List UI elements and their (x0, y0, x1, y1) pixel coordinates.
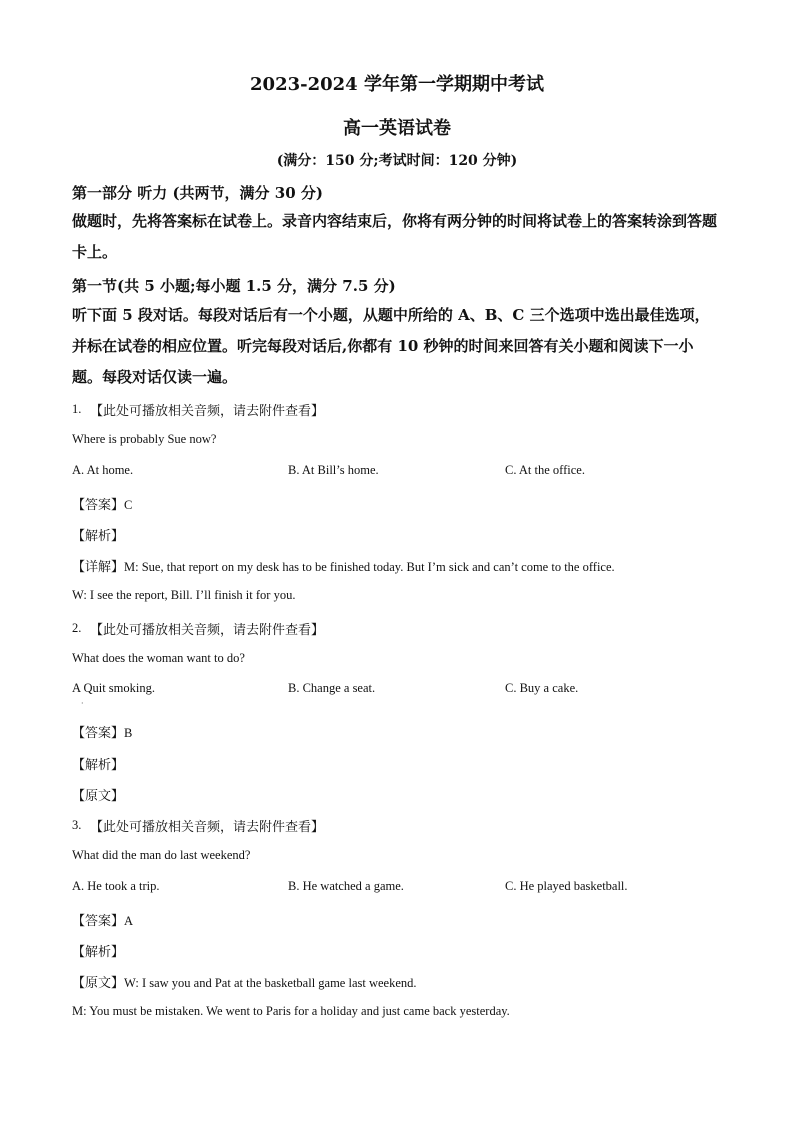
answer-value: C (124, 498, 133, 512)
question-2-text: What does the woman want to do? (72, 651, 245, 665)
question-1-detail (72, 556, 615, 575)
question-3-audio-note: 【此处可播放相关音频，请去附件查看】 (90, 820, 325, 835)
section1-instructions: 听下面 5 段对话。每段对话后有一个小题，从题中所给的 A、B、C 三个选项中选出最佳选项，并标在试卷的相应位置。听完每段对话后,你都有 10 秒钟的时间来回答有关小题和阅读下一小题。每段对话仅读一遍。 (72, 306, 710, 386)
section1-heading: 第一节(共 5 小题;每小题 1.5 分，满分 7.5 分) (72, 277, 396, 295)
question-2-option-a: A Quit smoking. (72, 681, 155, 695)
question-3-analysis-label: 【解析】 (72, 945, 125, 960)
question-2-option-c: C. Buy a cake. (505, 681, 579, 695)
question-2-number: 2. (72, 621, 82, 635)
detail-label: 【详解】 (72, 560, 125, 575)
question-2-original-label: 【原文】 (72, 789, 125, 804)
question-1-detail-line-2: W: I see the report, Bill. I’ll finish it for you. (72, 588, 296, 602)
question-3-option-c: C. He played basketball. (505, 879, 628, 893)
exam-subtitle: 高一英语试卷 (343, 118, 451, 139)
question-3-original-line-2: M: You must be mistaken. We went to Paris for a holiday and just came back yesterday. (72, 1004, 510, 1018)
question-1-answer (72, 494, 132, 513)
question-2-option-b: B. Change a seat. (288, 681, 376, 695)
exam-info: (满分：150 分;考试时间：120 分钟) (276, 153, 518, 169)
question-1-option-c: C. At the office. (505, 463, 585, 477)
question-3-option-b: B. He watched a game. (288, 879, 404, 893)
original-label: 【原文】 (72, 976, 125, 991)
question-1-text: Where is probably Sue now? (72, 432, 217, 446)
part1-heading: 第一部分 听力 (共两节，满分 30 分) (72, 184, 323, 202)
question-1-option-b: B. At Bill’s home. (288, 463, 379, 477)
question-3-original (72, 972, 417, 991)
question-2-answer (72, 722, 132, 741)
question-1-audio-note: 【此处可播放相关音频，请去附件查看】 (90, 404, 325, 419)
answer-value: B (124, 726, 133, 740)
answer-value: A (124, 914, 134, 928)
question-2-analysis-label: 【解析】 (72, 758, 125, 773)
answer-label: 【答案】 (72, 914, 125, 929)
question-3-answer (72, 910, 133, 929)
exam-title: 2023-2024 学年第一学期期中考试 (250, 74, 544, 95)
stray-dot-mark: · (81, 699, 84, 708)
question-2-audio-note: 【此处可播放相关音频，请去附件查看】 (90, 623, 325, 638)
question-1-option-a: A. At home. (72, 463, 134, 477)
original-text: W: I saw you and Pat at the basketball game last weekend. (124, 976, 417, 990)
part1-instructions: 做题时，先将答案标在试卷上。录音内容结束后，你将有两分钟的时间将试卷上的答案转涂到答题卡上。 (72, 212, 718, 261)
answer-label: 【答案】 (72, 726, 125, 741)
detail-text: M: Sue, that report on my desk has to be finished today. But I’m sick and can’t come to the office. (124, 560, 615, 574)
question-1-number: 1. (72, 402, 82, 416)
question-3-option-a: A. He took a trip. (72, 879, 160, 893)
question-3-text: What did the man do last weekend? (72, 848, 251, 862)
question-3-number: 3. (72, 818, 82, 832)
answer-label: 【答案】 (72, 498, 125, 513)
question-1-analysis-label: 【解析】 (72, 529, 125, 544)
